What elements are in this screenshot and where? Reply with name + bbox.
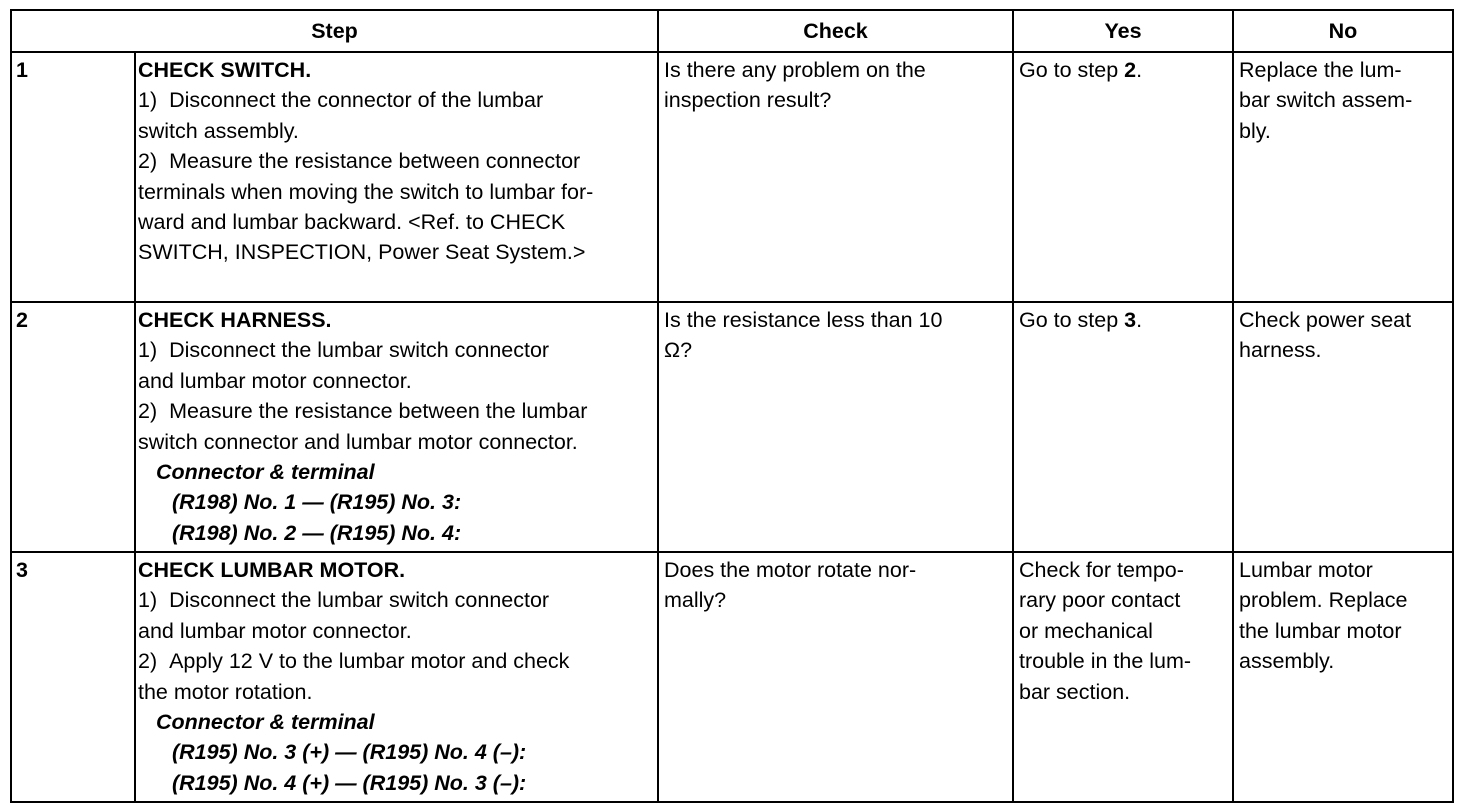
step-description [135, 552, 658, 802]
no-cell [1233, 52, 1453, 302]
check-line: inspection result? [664, 88, 832, 113]
check-line: Is there any problem on the [664, 58, 926, 82]
no-line: the lumbar motor [1239, 618, 1402, 643]
no-line: harness. [1239, 338, 1322, 363]
table-row [11, 552, 1453, 802]
no-line: bar switch assem- [1239, 88, 1413, 113]
no-line: Replace the lum- [1239, 58, 1402, 82]
yes-line: or mechanical [1019, 618, 1153, 643]
yes-suffix: . [1136, 308, 1143, 332]
connector-terminal-line: (R198) No. 2 — (R195) No. 4: [172, 520, 462, 545]
check-cell [658, 552, 1013, 802]
no-line: Check power seat [1239, 308, 1412, 332]
step-line: and lumbar motor connector. [138, 368, 412, 393]
no-line: bly. [1239, 118, 1271, 143]
step-line: terminals when moving the switch to lumbar for- [138, 179, 594, 204]
no-cell [1233, 302, 1453, 552]
step-number: 2 [11, 302, 135, 552]
step-title: CHECK HARNESS. [138, 308, 332, 332]
troubleshooting-table [10, 9, 1454, 803]
step-line: 1) Disconnect the lumbar switch connector [138, 588, 550, 613]
step-line: ward and lumbar backward. <Ref. to CHECK [138, 210, 566, 235]
yes-prefix: Go to step [1019, 58, 1125, 82]
yes-cell [1013, 52, 1233, 302]
connector-terminal-line: (R195) No. 3 (+) — (R195) No. 4 (–): [172, 740, 527, 765]
connector-terminal-line: (R198) No. 1 — (R195) No. 3: [172, 490, 462, 515]
step-line: 1) Disconnect the connector of the lumbar [138, 88, 544, 113]
no-cell [1233, 552, 1453, 802]
step-title: CHECK SWITCH. [138, 58, 312, 82]
no-line: Lumbar motor [1239, 558, 1373, 582]
step-description [135, 52, 658, 302]
no-line: assembly. [1239, 649, 1335, 674]
step-line: 1) Disconnect the lumbar switch connector [138, 338, 550, 363]
step-number: 1 [11, 52, 135, 302]
connector-terminal-heading: Connector & terminal [156, 460, 375, 485]
step-line: and lumbar motor connector. [138, 618, 412, 643]
step-line: 2) Measure the resistance between the lumbar [138, 399, 588, 424]
step-number: 3 [11, 552, 135, 802]
yes-line: Check for tempo- [1019, 558, 1184, 582]
step-line: switch connector and lumbar motor connector. [138, 429, 578, 454]
step-title: CHECK LUMBAR MOTOR. [138, 558, 406, 582]
step-line: 2) Measure the resistance between connector [138, 149, 581, 174]
check-line: Ω? [664, 338, 693, 363]
table-row [11, 52, 1453, 302]
connector-terminal-heading: Connector & terminal [156, 710, 375, 735]
yes-line: bar section. [1019, 679, 1131, 704]
no-line: problem. Replace [1239, 588, 1408, 613]
connector-terminal-line: (R195) No. 4 (+) — (R195) No. 3 (–): [172, 770, 527, 795]
table-row [11, 302, 1453, 552]
header-no: No [1233, 10, 1453, 52]
yes-step-link[interactable]: 2 [1124, 58, 1137, 82]
step-description [135, 302, 658, 552]
check-cell [658, 52, 1013, 302]
yes-prefix: Go to step [1019, 308, 1125, 332]
header-step: Step [11, 10, 658, 52]
yes-cell [1013, 302, 1233, 552]
yes-line: trouble in the lum- [1019, 649, 1192, 674]
step-line: 2) Apply 12 V to the lumbar motor and check [138, 649, 570, 674]
table-header-row [11, 10, 1453, 52]
step-line: the motor rotation. [138, 679, 313, 704]
check-cell [658, 302, 1013, 552]
header-check: Check [658, 10, 1013, 52]
yes-suffix: . [1136, 58, 1143, 82]
yes-line: rary poor contact [1019, 588, 1181, 613]
check-line: mally? [664, 588, 727, 613]
check-line: Does the motor rotate nor- [664, 558, 917, 582]
yes-cell [1013, 552, 1233, 802]
check-line: Is the resistance less than 10 [664, 308, 943, 332]
step-line: SWITCH, INSPECTION, Power Seat System.> [138, 240, 586, 265]
header-yes: Yes [1013, 10, 1233, 52]
yes-step-link[interactable]: 3 [1124, 308, 1137, 332]
step-line: switch assembly. [138, 118, 299, 143]
